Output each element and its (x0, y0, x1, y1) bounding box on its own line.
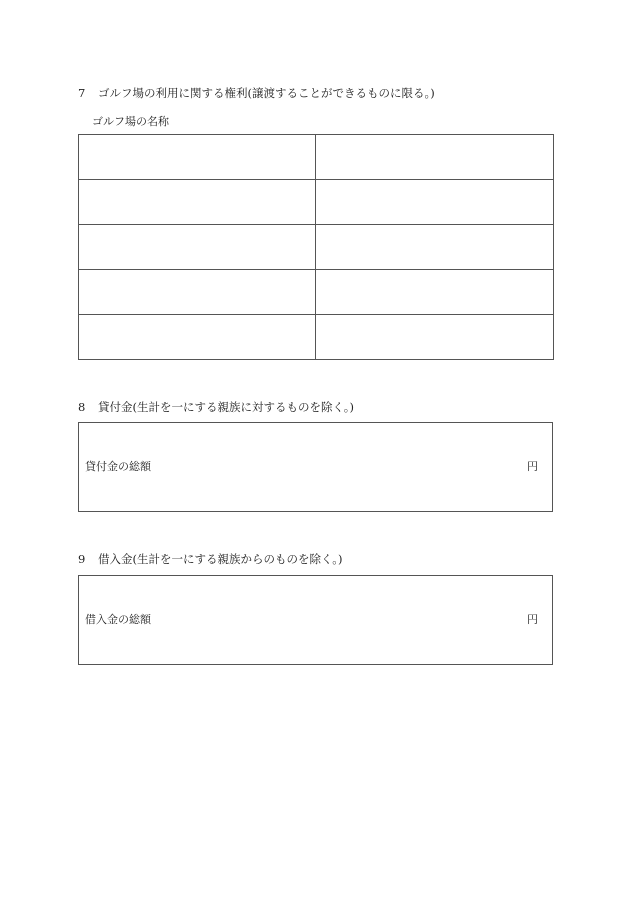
section-7-title: ゴルフ場の利用に関する権利(譲渡することができるものに限る。) (98, 86, 435, 100)
section-9-title: 借入金(生計を一にする親族からのものを除く。) (98, 552, 343, 566)
borrowing-total-label: 借入金の総額 (85, 613, 151, 626)
loan-total-label: 貸付金の総額 (85, 460, 151, 473)
loan-total-box[interactable] (78, 422, 553, 512)
table-cell[interactable] (316, 135, 554, 180)
borrowing-total-unit: 円 (527, 613, 538, 626)
table-cell[interactable] (79, 270, 316, 315)
table-cell[interactable] (79, 225, 316, 270)
table-cell[interactable] (79, 135, 316, 180)
golf-course-table (78, 134, 554, 360)
table-row (79, 180, 554, 225)
table-cell[interactable] (316, 180, 554, 225)
table-row (79, 135, 554, 180)
borrowing-total-box[interactable] (78, 575, 553, 665)
section-8-heading (78, 400, 354, 414)
section-9-heading (78, 552, 343, 566)
golf-course-name-caption: ゴルフ場の名称 (92, 115, 169, 128)
table-row (79, 225, 554, 270)
table-cell[interactable] (316, 270, 554, 315)
table-cell[interactable] (316, 225, 554, 270)
section-9-number: 9 (78, 552, 86, 566)
table-row (79, 315, 554, 360)
section-8-number: 8 (78, 400, 86, 414)
table-cell[interactable] (316, 315, 554, 360)
section-7-number: 7 (78, 86, 86, 100)
section-8-title: 貸付金(生計を一にする親族に対するものを除く。) (98, 400, 354, 414)
table-cell[interactable] (79, 315, 316, 360)
loan-total-unit: 円 (527, 460, 538, 473)
table-row (79, 270, 554, 315)
table-cell[interactable] (79, 180, 316, 225)
section-7-heading (78, 86, 435, 100)
